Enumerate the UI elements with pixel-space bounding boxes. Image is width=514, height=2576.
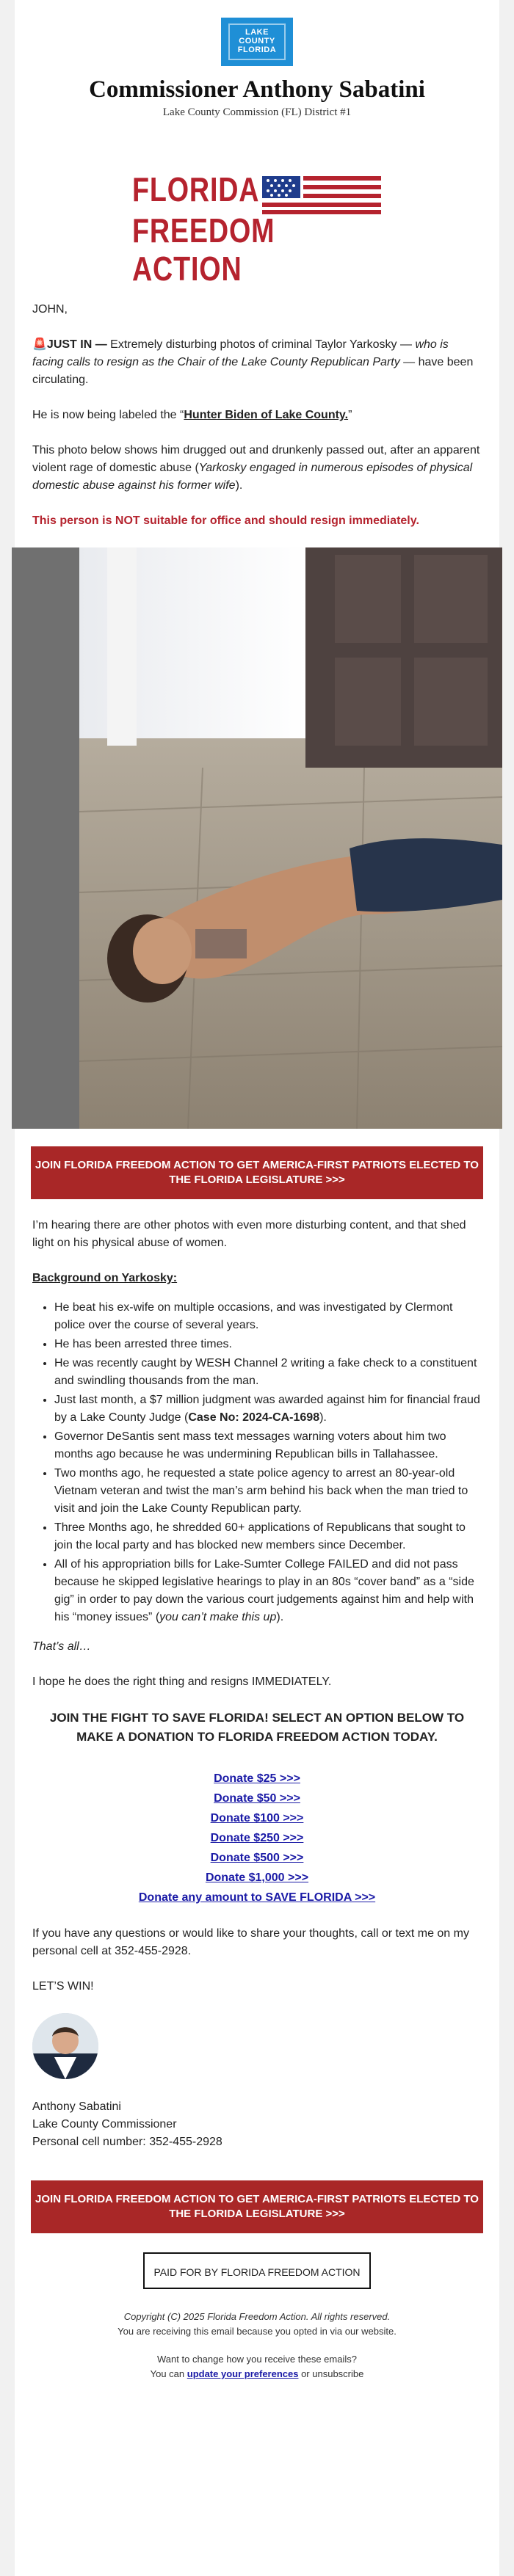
change-prompt: Want to change how you receive these emails?: [157, 2354, 357, 2365]
intro-paragraph: 🚨JUST IN — Extremely disturbing photos of criminal Taylor Yarkosky — who is facing calls to resign as the Chair of the Lake County Republican Party — have been circulating.: [32, 338, 474, 386]
join-cta-button[interactable]: JOIN FLORIDA FREEDOM ACTION TO GET AMERICA-FIRST PATRIOTS ELECTED TO THE FLORIDA LEGISLATURE >>>: [31, 1146, 483, 1199]
list-item: • Three Months ago, he shredded 60+ applications of Republicans that sought to join the local party and has blocked new members since December.: [54, 1519, 482, 1554]
donate-500-link[interactable]: Donate $500 >>>: [210, 1852, 304, 1864]
hope-paragraph: I hope he does the right thing and resigns IMMEDIATELY.: [32, 1676, 332, 1688]
avatar: [32, 2013, 98, 2079]
email-page: [15, 0, 499, 2576]
photo-description: This photo below shows him drugged out and drunkenly passed out, after an apparent violent rage of domestic abuse (Yarkosky engaged in numerous episodes of physical domestic abuse against his former wife).: [32, 444, 480, 492]
preferences-line: You can update your preferences or unsubscribe: [150, 2368, 364, 2379]
flag-icon: [262, 176, 381, 214]
logo-line-lake: LAKE: [245, 28, 269, 37]
donate-100-link[interactable]: Donate $100 >>>: [210, 1812, 304, 1824]
portrait-image: [32, 2013, 98, 2079]
list-item: • Two months ago, he requested a state police agency to arrest an 80-year-old Vietnam veteran and twist the man’s arm behind his back when the man tried to visit and join the Lake County Republican party.: [54, 1465, 482, 1518]
join-fight-heading: JOIN THE FIGHT TO SAVE FLORIDA! SELECT AN OPTION BELOW TO MAKE A DONATION TO FLORIDA FREEDOM ACTION TODAY.: [49, 1711, 465, 1744]
copyright: Copyright (C) 2025 Florida Freedom Action. All rights reserved.: [123, 2311, 391, 2322]
label-paragraph: He is now being labeled the “Hunter Biden of Lake County.”: [32, 409, 352, 421]
list-item: • Governor DeSantis sent mass text messages warning voters about him two months ago because he was undermining Republican bills in Tallahassee.: [54, 1428, 482, 1463]
photo: [12, 547, 502, 1129]
donate-1000-link[interactable]: Donate $1,000 >>>: [205, 1871, 309, 1884]
just-in-label: JUST IN —: [46, 338, 107, 351]
signature-name: Anthony Sabatini: [32, 2100, 121, 2113]
thats-all: That’s all…: [32, 1640, 91, 1653]
floor-photo-image: [12, 547, 502, 1129]
greeting: JOHN,: [32, 303, 68, 316]
background-heading: Background on Yarkosky:: [32, 1272, 178, 1284]
donation-links: [32, 1769, 482, 1907]
footer: [15, 2310, 499, 2382]
list-item: • He beat his ex-wife on multiple occasions, and was investigated by Clermont police over the course of several years.: [54, 1299, 482, 1334]
questions-paragraph: If you have any questions or would like to share your thoughts, call or text me on my personal cell at 352-455-2928.: [32, 1927, 469, 1957]
signature-title: Lake County Commissioner: [32, 2118, 177, 2131]
paid-for-disclaimer: PAID FOR BY FLORIDA FREEDOM ACTION: [143, 2252, 371, 2289]
email-body-continued: [15, 1217, 499, 2151]
case-number: Case No: 2024-CA-1698: [188, 1411, 320, 1424]
join-cta-button-bottom[interactable]: JOIN FLORIDA FREEDOM ACTION TO GET AMERICA-FIRST PATRIOTS ELECTED TO THE FLORIDA LEGISLATURE >>>: [31, 2180, 483, 2233]
list-item: • He has been arrested three times.: [54, 1336, 482, 1353]
logo-line-county: COUNTY: [239, 37, 275, 46]
signature-cell: Personal cell number: 352-455-2928: [32, 2136, 222, 2148]
lets-win: LET’S WIN!: [32, 1980, 94, 1993]
email-body: [15, 301, 499, 530]
list-item: • He was recently caught by WESH Channel 2 writing a fake check to a constituent and swindling thousands from the man.: [54, 1355, 482, 1390]
siren-icon: 🚨: [32, 338, 47, 351]
donate-50-link[interactable]: Donate $50 >>>: [214, 1792, 300, 1805]
donate-25-link[interactable]: Donate $25 >>>: [214, 1772, 300, 1785]
district-subtitle: Lake County Commission (FL) District #1: [162, 106, 352, 118]
logo-florida-word: FLORIDA: [132, 170, 260, 208]
donate-250-link[interactable]: Donate $250 >>>: [210, 1832, 304, 1844]
logo-line-florida: FLORIDA: [237, 46, 277, 54]
opted-in-notice: You are receiving this email because you opted in via our website.: [117, 2326, 397, 2337]
list-item: • Just last month, a $7 million judgment was awarded against him for financial fraud by a Lake County Judge (Case No: 2024-CA-1698).: [54, 1391, 482, 1427]
signature-block: [32, 2098, 482, 2151]
more-photos-paragraph: I’m hearing there are other photos with even more disturbing content, and that shed light on his physical abuse of women.: [32, 1219, 466, 1249]
lake-county-logo: [221, 18, 293, 66]
unsubscribe-text: or unsubscribe: [298, 2368, 364, 2379]
florida-freedom-action-logo: [132, 170, 382, 288]
donate-any-amount-link[interactable]: Donate any amount to SAVE FLORIDA >>>: [138, 1891, 376, 1904]
background-list: [32, 1299, 482, 1626]
list-item: • All of his appropriation bills for Lake-Sumter College FAILED and did not pass because he skipped legislative hearings to play in an 80s “cover band” as a “side gig” in order to pay down the various court judgements against him and help with his “money issues” (you can’t make this up).: [54, 1556, 482, 1626]
update-preferences-link[interactable]: update your preferences: [187, 2368, 299, 2379]
commissioner-title: Commissioner Anthony Sabatini: [89, 76, 425, 103]
logo-freedom-action-words: FREEDOM ACTION: [132, 211, 275, 288]
warning-text: This person is NOT suitable for office and should resign immediately.: [32, 514, 419, 527]
